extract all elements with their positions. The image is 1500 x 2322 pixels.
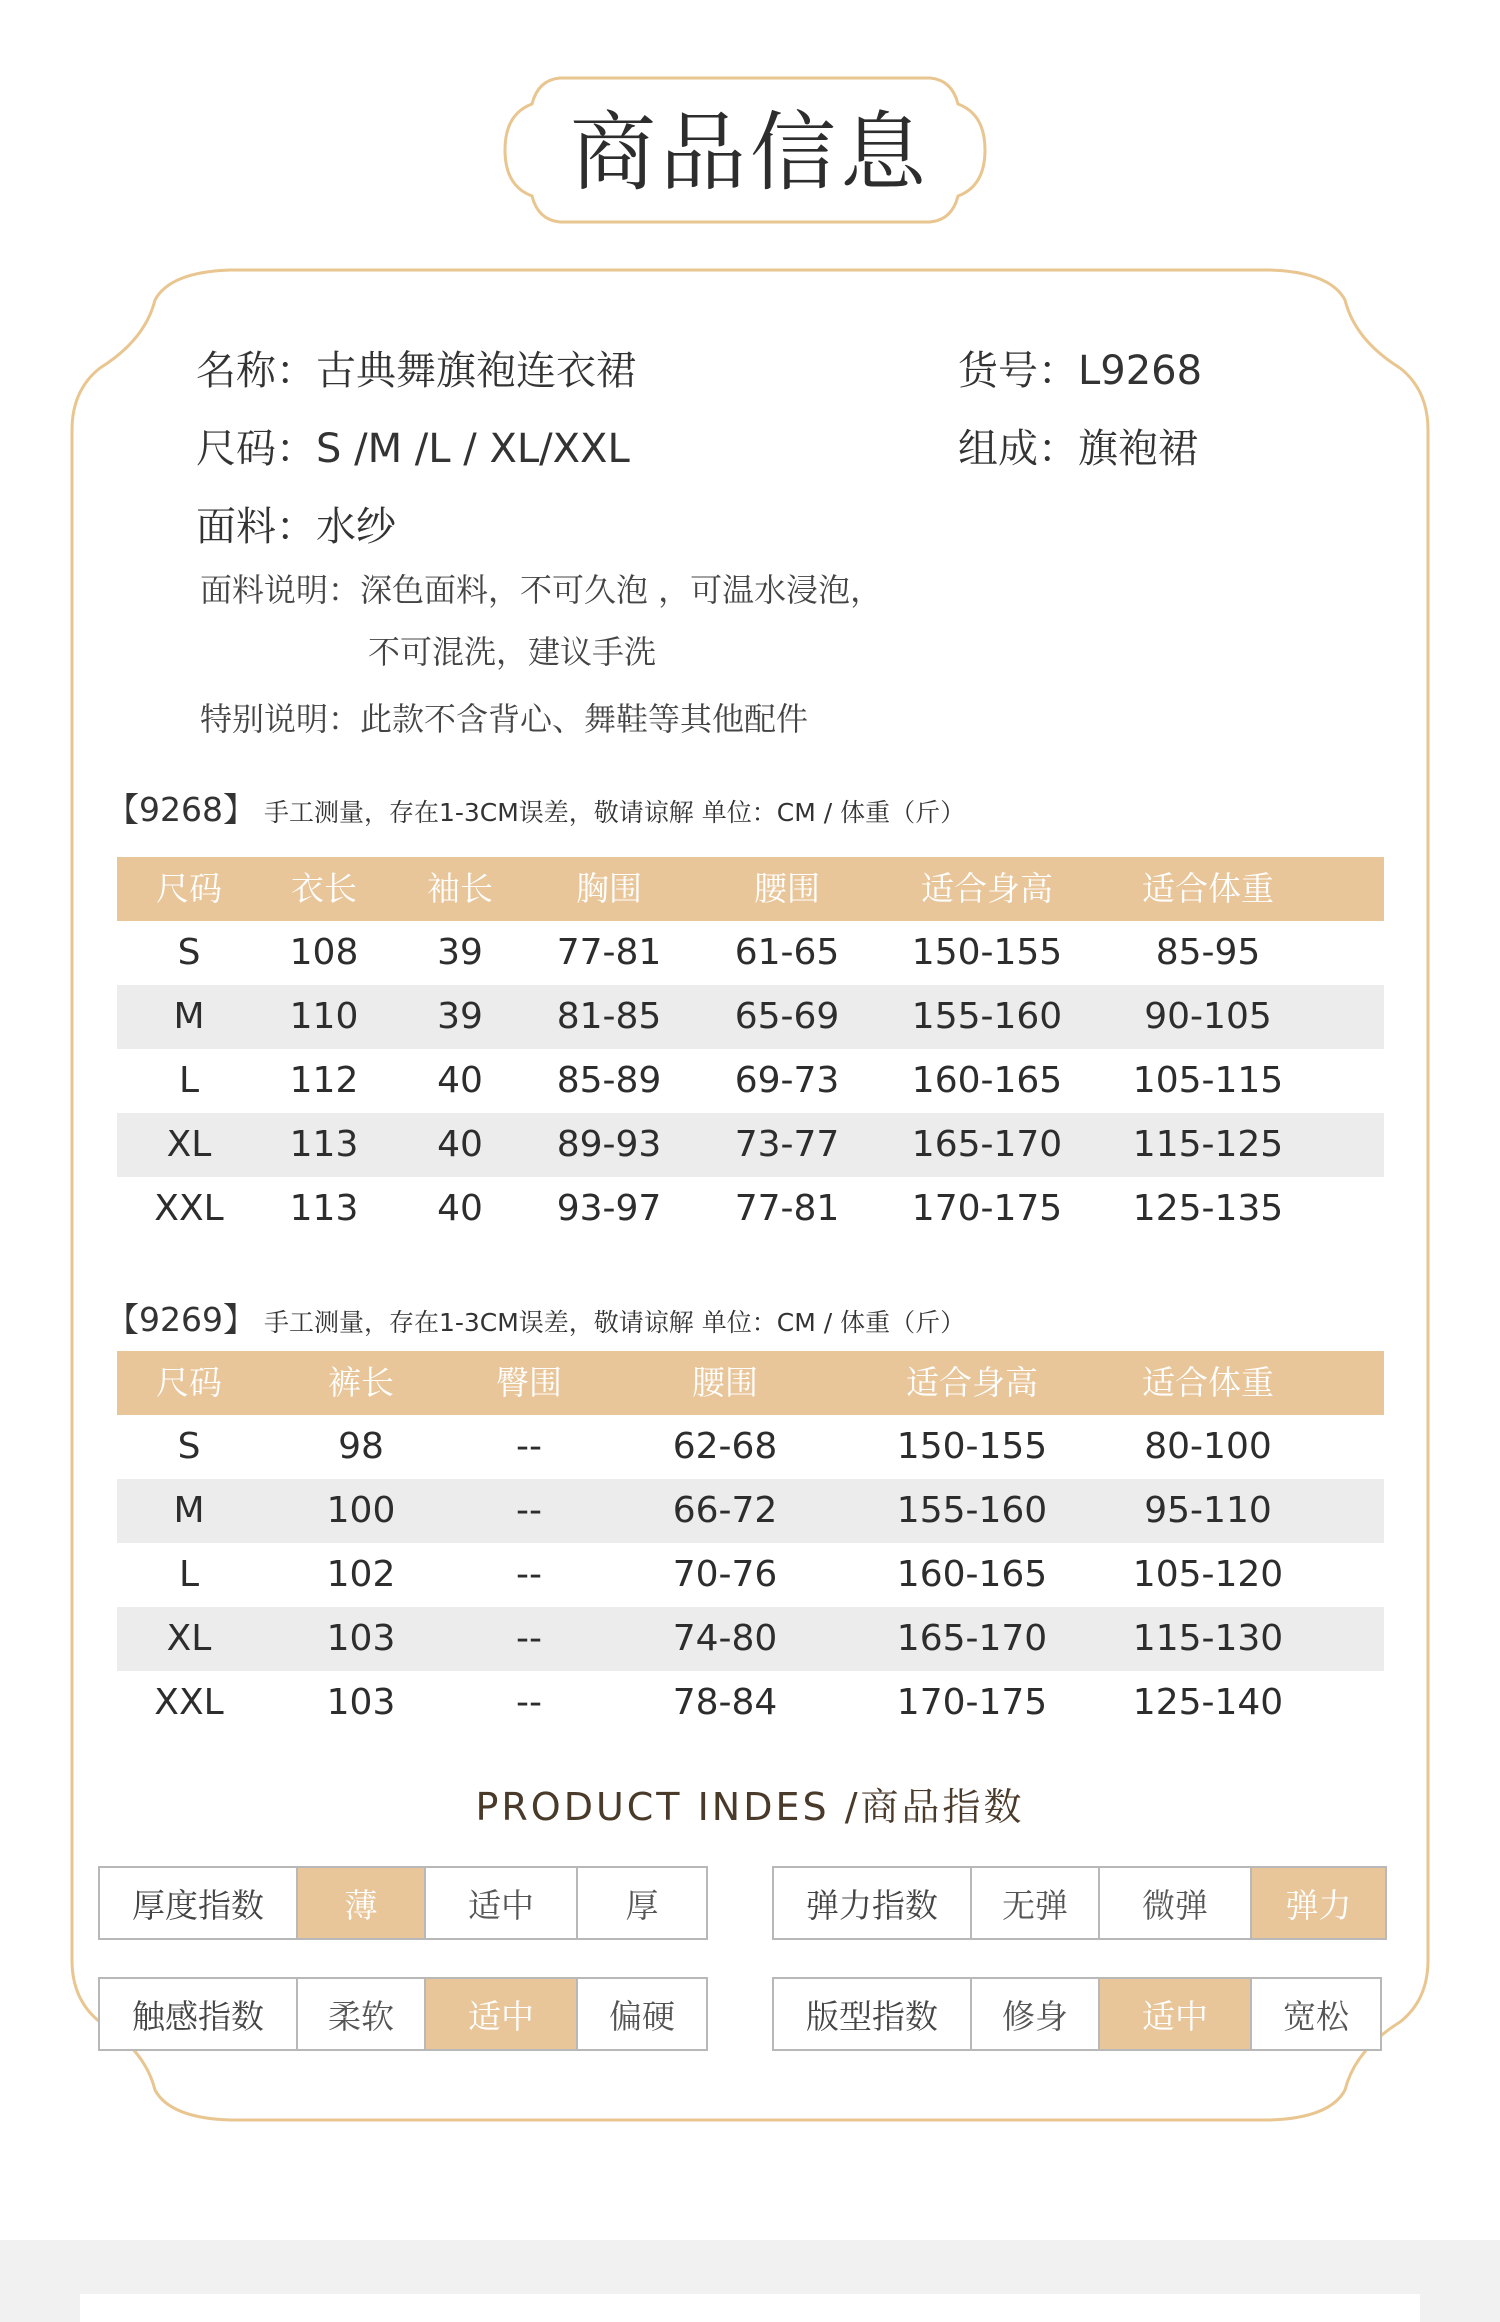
table-cell: 165-170 [896,1618,1048,1659]
column-header: 胸围 [576,869,642,908]
table-cell: 62-68 [672,1426,778,1467]
table-cell: 110 [289,996,359,1037]
bottom-card [80,2294,1420,2322]
table-cell: 40 [437,1060,483,1101]
table-cell: 74-80 [672,1618,778,1659]
table-cell: 39 [437,932,483,973]
table-cell: 70-76 [672,1554,778,1595]
thickness-index-option: 薄 [296,1868,424,1938]
table-row [117,1415,1384,1479]
column-header: 裤长 [328,1363,394,1402]
table-cell: 39 [437,996,483,1037]
touch-index-label: 触感指数 [132,1996,264,2036]
table2-code: 【9269】 [106,1300,256,1339]
table-cell: 115-125 [1132,1124,1284,1165]
table-cell: 150-155 [911,932,1063,973]
table-row [117,1671,1384,1735]
column-header: 适合身高 [906,1363,1038,1402]
table-cell: XXL [154,1188,224,1229]
table-cell: 73-77 [734,1124,840,1165]
fabric-note-line-2: 不可混洗，建议手洗 [368,633,657,671]
thickness-index-option: 厚 [576,1868,706,1938]
elasticity-index-option: 微弹 [1098,1868,1250,1938]
page-title: 商品信息 [570,103,930,203]
fabric-note-line-1: 面料说明：深色面料，不可久泡 ，可温水浸泡， [200,571,883,609]
table-cell: 89-93 [556,1124,662,1165]
table-cell: 113 [289,1124,359,1165]
elasticity-index-option: 弹力 [1250,1868,1385,1938]
column-header: 适合体重 [1142,869,1274,908]
table-cell: 112 [289,1060,359,1101]
table-cell: 170-175 [911,1188,1063,1229]
table-cell: 61-65 [734,932,840,973]
product-fabric: 面料：水纱 [196,504,396,550]
product-sku: 货号：L9268 [958,348,1203,394]
table-row [117,1177,1384,1241]
table-cell: 155-160 [911,996,1063,1037]
fit-index-option: 修身 [970,1979,1098,2049]
table-cell: 125-140 [1132,1682,1284,1723]
table-row [117,1543,1384,1607]
table1-code: 【9268】 [106,790,256,829]
table-cell: 98 [338,1426,384,1467]
column-header: 袖长 [427,869,493,908]
table-row [117,1479,1384,1543]
table-cell: 85-89 [556,1060,662,1101]
column-header: 尺码 [156,869,222,908]
table-row [117,985,1384,1049]
table-cell: 125-135 [1132,1188,1284,1229]
table-cell: 40 [437,1188,483,1229]
thickness-index-label: 厚度指数 [132,1885,264,1925]
table-cell: 170-175 [896,1682,1048,1723]
column-header: 尺码 [156,1363,222,1402]
table-cell: 105-115 [1132,1060,1284,1101]
fit-index-label: 版型指数 [806,1996,938,2036]
table1-caption [106,790,965,833]
table-cell: 160-165 [911,1060,1063,1101]
table-cell: 103 [326,1682,396,1723]
table-cell: 113 [289,1188,359,1229]
table-cell: 100 [326,1490,396,1531]
thickness-index-option: 适中 [424,1868,576,1938]
table-cell: XXL [154,1682,224,1723]
table-cell: 85-95 [1155,932,1261,973]
touch-index-option: 适中 [424,1979,576,2049]
table2-header [117,1351,1384,1415]
product-composition: 组成：旗袍裙 [958,426,1198,472]
table-cell: 108 [289,932,359,973]
fit-index-option: 宽松 [1250,1979,1380,2049]
table-row [117,1049,1384,1113]
table-cell: 81-85 [556,996,662,1037]
column-header: 衣长 [291,869,357,908]
product-name: 名称：古典舞旗袍连衣裙 [196,348,636,394]
special-note: 特别说明：此款不含背心、舞鞋等其他配件 [200,700,809,738]
table-cell: -- [516,1490,542,1531]
table2-note: 手工测量，存在1-3CM误差，敬请谅解 单位：CM / 体重（斤） [263,1308,966,1337]
table-cell: 65-69 [734,996,840,1037]
elasticity-index-label: 弹力指数 [806,1885,938,1925]
table-cell: XL [166,1124,212,1165]
table-cell: 105-120 [1132,1554,1284,1595]
table-cell: M [173,1490,205,1531]
size-table-9269 [117,1351,1384,1735]
table-cell: 93-97 [556,1188,662,1229]
touch-index-option: 柔软 [296,1979,424,2049]
table-cell: 102 [326,1554,396,1595]
touch-index-option: 偏硬 [576,1979,706,2049]
table-cell: 160-165 [896,1554,1048,1595]
size-table-9268 [117,857,1384,1241]
elasticity-index [772,1866,1387,1940]
table-cell: 80-100 [1144,1426,1272,1467]
table-row [117,921,1384,985]
fit-index-option: 适中 [1098,1979,1250,2049]
table-cell: 150-155 [896,1426,1048,1467]
table-cell: 95-110 [1144,1490,1272,1531]
column-header: 臀围 [496,1363,562,1402]
table-cell: L [178,1060,200,1101]
product-sizes: 尺码：S /M /L / XL/XXL [196,426,630,472]
table-cell: 165-170 [911,1124,1063,1165]
touch-index [98,1977,708,2051]
table-cell: 155-160 [896,1490,1048,1531]
table-cell: 78-84 [672,1682,778,1723]
table-cell: -- [516,1682,542,1723]
column-header: 适合体重 [1142,1363,1274,1402]
column-header: 适合身高 [921,869,1053,908]
table-row [117,1607,1384,1671]
table-cell: 115-130 [1132,1618,1284,1659]
table-cell: -- [516,1618,542,1659]
column-header: 腰围 [754,869,820,908]
table-cell: 90-105 [1144,996,1272,1037]
product-index-title: PRODUCT INDES /商品指数 [475,1785,1025,1829]
table-cell: 77-81 [734,1188,840,1229]
table-cell: -- [516,1554,542,1595]
table1-note: 手工测量，存在1-3CM误差，敬请谅解 单位：CM / 体重（斤） [263,798,966,827]
elasticity-index-option: 无弹 [970,1868,1098,1938]
table-cell: 66-72 [672,1490,778,1531]
table-cell: M [173,996,205,1037]
table-cell: S [177,1426,201,1467]
table2-caption [106,1300,965,1343]
column-header: 腰围 [692,1363,758,1402]
table-cell: 77-81 [556,932,662,973]
table-cell: XL [166,1618,212,1659]
table-cell: 69-73 [734,1060,840,1101]
fit-index [772,1977,1382,2051]
table-row [117,1113,1384,1177]
table-cell: 40 [437,1124,483,1165]
table-cell: L [178,1554,200,1595]
table1-header [117,857,1384,921]
table-cell: S [177,932,201,973]
table-cell: -- [516,1426,542,1467]
thickness-index [98,1866,708,1940]
table-cell: 103 [326,1618,396,1659]
